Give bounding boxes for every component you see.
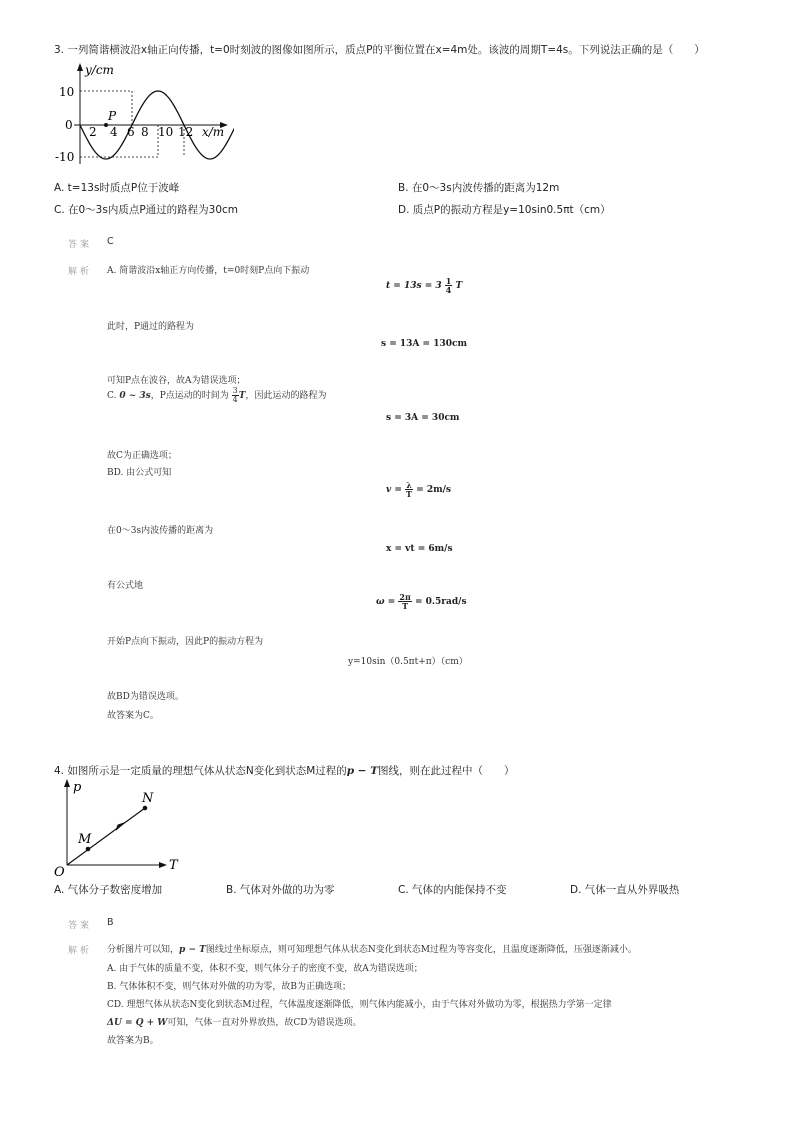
q4-sol-line2: A. 由于气体的质量不变，体积不变，则气体分子的密度不变，故A为错误选项； [107,964,423,974]
q3-eq5: x = vt = 6m/s [386,544,453,554]
q4-stem-a: 4. 如图所示是一定质量的理想气体从状态N变化到状态M过程的 [54,765,347,777]
origin-label: O [54,865,65,878]
eq4-left: v = [386,485,402,495]
q4-answer: B [107,917,114,928]
q3-answer-tag: 答案 [68,240,93,250]
q3-sol-line4 [107,387,326,404]
point-p-label: P [108,109,117,123]
point-n [143,806,148,811]
l4-frac-den: 4 [232,395,238,404]
q4-sol-line1 [107,942,637,955]
x-tick-6: 6 [127,125,135,139]
q3-eq2: s = 13A = 130cm [381,339,467,349]
q3-sol-line6: BD. 由公式可知 [107,468,172,478]
q4-l1-a: 分析图片可以知， [107,945,180,955]
tick-10: 10 [59,85,75,99]
p-axis-arrow [64,779,70,787]
q4-option-a: A. 气体分子数密度增加 [54,884,163,896]
q4-stem-b: 图线，则在此过程中（ ） [378,765,515,777]
q4-stem-math: p − T [346,765,379,777]
q3-sol-line8: 有公式地 [107,581,144,591]
t-axis-arrow [159,862,167,868]
q3-sol-line2: 此时，P通过的路程为 [107,322,195,332]
eq6-fraction [398,593,411,610]
eq6-left: ω = [376,597,396,607]
y-axis-arrow [77,63,83,71]
q3-eq6 [376,593,467,610]
t-axis-label: T [169,858,178,873]
q3-eq3: s = 3A = 30cm [386,413,460,423]
eq1-frac-num: 1 [445,276,452,286]
eq4-num: λ [406,480,412,490]
eq4-den: T [406,489,412,499]
q3-solution-tag: 解析 [68,267,93,277]
l4-fraction [232,387,239,404]
eq1-frac-den: 4 [445,285,452,295]
l4-a: C. [107,391,117,401]
p-axis-label: p [73,780,82,795]
x-tick-8: 8 [141,125,149,139]
q3-sol-line9: 开始P点向下振动，因此P的振动方程为 [107,637,264,647]
q3-stem: 3. 一列简谐横波沿x轴正向传播，t=0时刻波的图像如图所示，质点P的平衡位置在x=4m处。该波的周期T=4s。下列说法正确的是（ ） [54,44,705,56]
q4-l1-math: p − T [179,945,206,955]
tick-0: 0 [65,118,73,132]
x-tick-4: 4 [110,125,118,139]
q3-option-a: A. t=13s时质点P位于波峰 [54,182,180,194]
l4-e: ，因此运动的路程为 [245,391,327,401]
q4-solution-tag: 解析 [68,946,93,956]
point-p [104,123,108,127]
eq1-fraction [445,277,453,294]
x-tick-2: 2 [89,125,97,139]
q4-pt-graph [52,776,187,878]
q4-l5-math: ΔU = Q + W [107,1018,168,1028]
x-tick-10: 10 [158,125,174,139]
l4-t: T [238,391,246,401]
l4-math: 0 ~ 3s [119,391,151,401]
eq1-right: T [455,281,463,291]
eq6-den: T [402,601,409,611]
q4-l5-b: 可知，气体一直对外界放热，故CD为错误选项。 [167,1018,362,1028]
q4-option-d: D. 气体一直从外界吸热 [570,884,680,896]
q4-sol-line5 [107,1015,362,1028]
q3-eq7: y=10sin（0.5πt+π）（cm） [348,657,468,667]
q3-option-b: B. 在0～3s内波传播的距离为12m [398,182,560,194]
q3-sol-line10: 故BD为错误选项。 [107,692,184,702]
q3-eq1 [386,277,462,294]
y-axis-label: y/cm [85,63,114,77]
l4-c: ，P点运动的时间为 [150,391,229,401]
eq4-fraction [405,481,413,498]
q3-eq4 [386,481,451,498]
eq1-left: t = 13s = 3 [386,281,442,291]
q3-option-c: C. 在0～3s内质点P通过的路程为30cm [54,204,239,216]
point-m [86,847,91,852]
n-label: N [142,791,154,806]
eq6-right: = 0.5rad/s [414,597,467,607]
q3-sol-line3: 可知P点在波谷，故A为错误选项； [107,376,246,386]
q3-sol-line11: 故答案为C。 [107,711,159,721]
x-tick-12: 12 [178,125,194,139]
q3-sol-line5: 故C为正确选项； [107,451,177,461]
q4-sol-line6: 故答案为B。 [107,1036,159,1046]
q3-option-d: D. 质点P的振动方程是y=10sin0.5πt（cm） [398,204,611,216]
q3-answer: C [107,236,114,247]
l4-frac-num: 3 [232,386,238,395]
tick-minus-10: -10 [55,150,75,164]
q4-sol-line4: CD. 理想气体从状态N变化到状态M过程，气体温度逐渐降低，则气体内能减小，由于气体对外做功为零，根据热力学第一定律 [107,1000,612,1010]
q3-sol-line7: 在0～3s内波传播的距离为 [107,526,214,536]
q4-option-b: B. 气体对外做的功为零 [226,884,335,896]
eq4-right: = 2m/s [416,485,451,495]
x-axis-label: x/m [202,125,225,139]
q4-answer-tag: 答案 [68,921,93,931]
m-label: M [78,832,92,847]
eq6-num: 2π [399,592,411,602]
q3-wave-graph [54,60,234,168]
q3-sol-line1: A. 简谐波沿x轴正方向传播，t=0时刻P点向下振动 [107,266,310,276]
q4-option-c: C. 气体的内能保持不变 [398,884,507,896]
direction-arrow [116,823,124,830]
q4-sol-line3: B. 气体体积不变，则气体对外做的功为零，故B为正确选项； [107,982,351,992]
q4-l1-b: 图线过坐标原点，则可知理想气体从状态N变化到状态M过程为等容变化，且温度逐渐降低，压强逐渐减小。 [205,945,637,955]
